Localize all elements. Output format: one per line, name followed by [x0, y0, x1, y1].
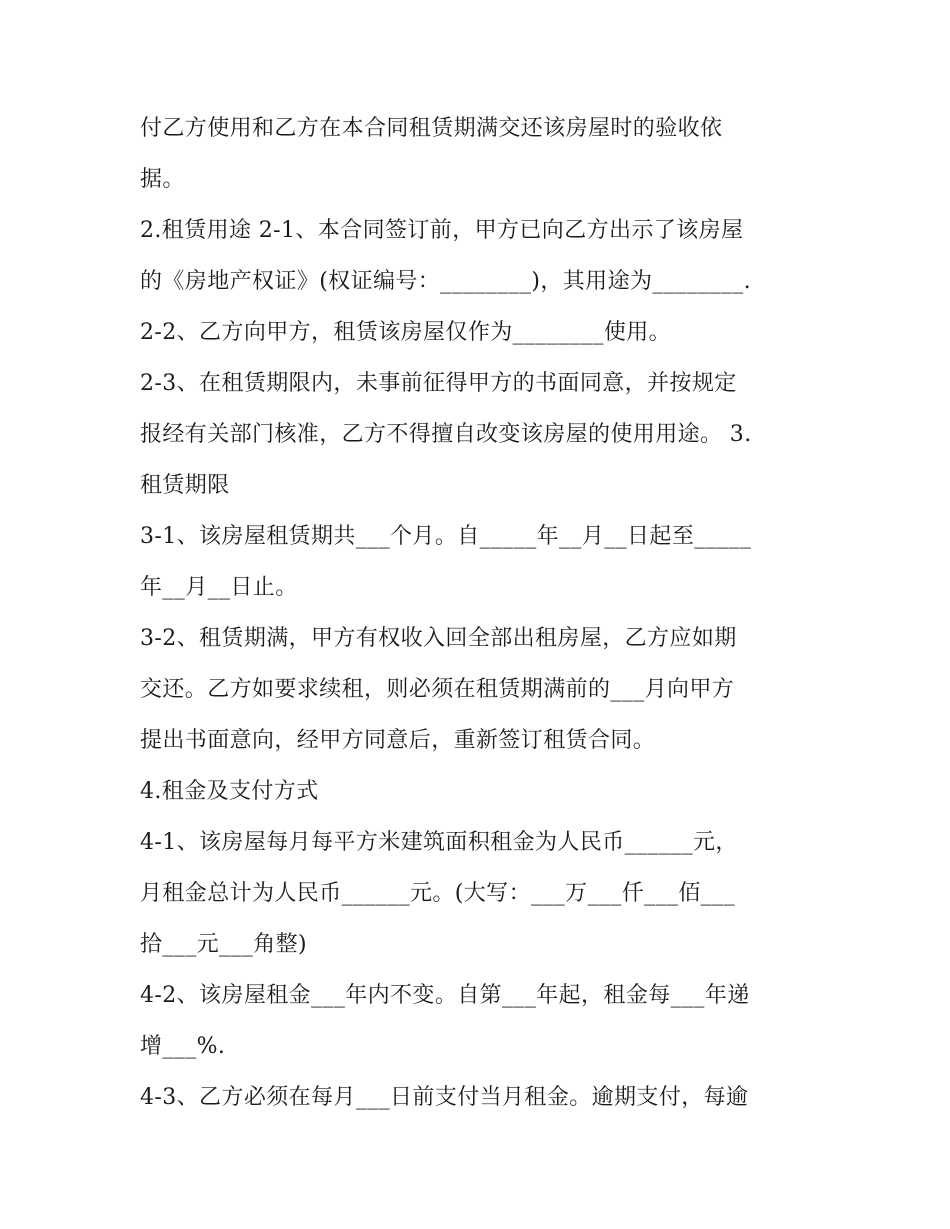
text-line: 据。 — [140, 167, 185, 192]
text-line: 4-3、乙方必须在每月___日前支付当月租金。逾期支付，每逾 — [140, 1085, 749, 1110]
text-line: 拾___元___角整) — [140, 932, 307, 957]
text-line: 2-3、在租赁期限内，未事前征得甲方的书面同意，并按规定 — [140, 371, 737, 396]
text-line: 交还。乙方如要求续租，则必须在租赁期满前的___月向甲方 — [140, 677, 735, 702]
text-line: 4.租金及支付方式 — [140, 779, 319, 804]
text-line: 4-1、该房屋每月每平方米建筑面积租金为人民币______元， — [140, 830, 738, 855]
text-line: 提出书面意向，经甲方同意后，重新签订租赁合同。 — [140, 728, 656, 753]
text-line: 月租金总计为人民币______元。(大写：___万___仟___佰___ — [140, 881, 735, 906]
text-line: 2-2、乙方向甲方，租赁该房屋仅作为________使用。 — [140, 320, 672, 345]
text-line: 付乙方使用和乙方在本合同租赁期满交还该房屋时的验收依 — [140, 116, 723, 141]
contract-text — [140, 103, 820, 1123]
text-line: 租赁期限 — [140, 473, 230, 498]
text-line: 3-1、该房屋租赁期共___个月。自_____年__月__日起至_____ — [140, 524, 752, 549]
text-line: 报经有关部门核准，乙方不得擅自改变该房屋的使用用途。 3. — [140, 422, 752, 447]
text-line: 4-2、该房屋租金___年内不变。自第___年起，租金每___年递 — [140, 983, 750, 1008]
text-line: 的《房地产权证》(权证编号：________)，其用途为________. — [140, 269, 751, 294]
text-line: 增___%. — [140, 1034, 226, 1059]
text-line: 年__月__日止。 — [140, 575, 298, 600]
text-line: 3-2、租赁期满，甲方有权收入回全部出租房屋，乙方应如期 — [140, 626, 737, 651]
text-line: 2.租赁用途 2-1、本合同签订前，甲方已向乙方出示了该房屋 — [140, 218, 744, 243]
